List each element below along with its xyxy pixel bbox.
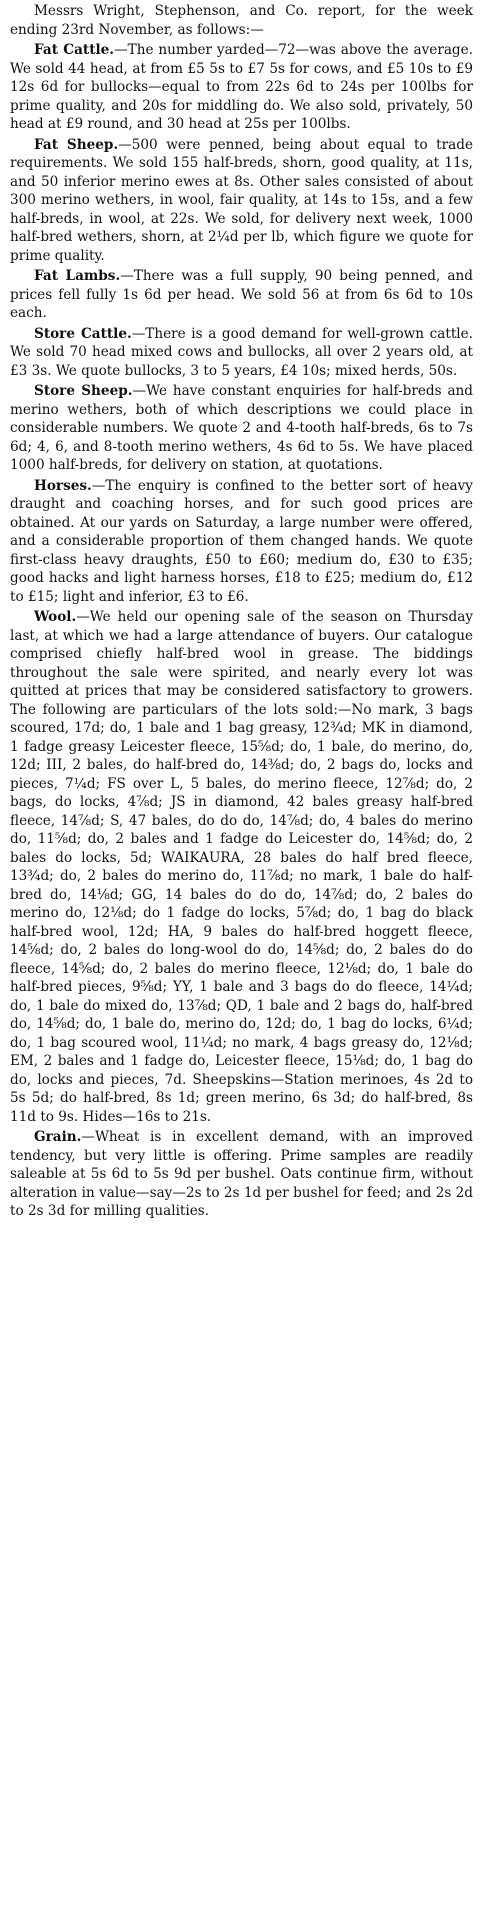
section-horses (10, 477, 473, 607)
section-fat-sheep (10, 136, 473, 266)
section-text: —Wheat is in excellent demand, with an improved tendency, but very little is offering. Prime samples are readily saleable at 5s 6d to 5s 9d per bushel. Oats continue firm, without alteration in value—say—2s to 2s 1d per bushel for feed; and 2s 2d to 2s 3d for milling qualities. (10, 1129, 473, 1219)
section-heading: Fat Cattle. (34, 42, 115, 58)
section-text: —We have constant enquiries for half-breds and merino wethers, both of which descriptions we could place in considerable numbers. We quote 2 and 4-tooth half-breds, 6s to 7s 6d; 4, 6, and 8-tooth merino wethers, 4s 6d to 5s. We have placed 1000 half-breds, for delivery on station, at quotations. (10, 383, 473, 473)
section-grain (10, 1128, 473, 1221)
section-heading: Store Cattle. (34, 325, 132, 342)
section-heading: Grain. (34, 1129, 82, 1145)
section-text: —500 were penned, being about equal to trade requirements. We sold 155 half-breds, shorn, good quality, at 11s, and 50 inferior merino ewes at 8s. Other sales consisted of about 300 merino wethers, in wool, fair quality, at 14s to 15s, and a few half-breds, in wool, at 22s. We sold, for delivery next week, 1000 half-bred wethers, shorn, at 2¼d per lb, which figure we quote for prime quality. (10, 136, 473, 264)
section-text: —We held our opening sale of the season on Thursday last, at which we had a large attendance of buyers. Our catalogue comprised chiefly half-bred wool in grease. The biddings throughout the sale were spirited, and nearly every lot was quitted at prices that may be considered satisfactory to growers. The following are particulars of the lots sold:—No mark, 3 bags scoured, 17d; do, 1 bale and 1 bag greasy, 12¾d; MK in diamond, 1 fadge greasy Leicester fleece, 15⅝d; do, 1 bale, do merino, do, 12d; III, 2 bales, do half-bred do, 14⅜d; do, 2 bags do, locks and pieces, 7¼d; FS over L, 5 bales, do merino fleece, 12⅞d; do, 2 bags, do locks, 4⅞d; JS in diamond, 42 bales greasy half-bred fleece, 14⅞d; S, 47 bales, do do do, 14⅞d; do, 4 bales do merino do, 11⅝d; do, 2 bales and 1 fadge do Leicester do, 14⅝d; do, 2 bales do locks, 5d; WAIKAURA, 28 bales do half bred fleece, 13¾d; do, 2 bales do merino do, 11⅞d; no mark, 1 bale do half-bred do, 14⅛d; GG, 14 bales do do do, 14⅞d; do, 2 bales do merino do, 12⅛d; do 1 fadge do locks, 5⅞d; do, 1 bag do black half-bred wool, 12d; HA, 9 bales do half-bred hoggett fleece, 14⅝d; do, 2 bales do long-wool do do, 14⅝d; do, 2 bales do do fleece, 14⅝d; do, 2 bales do merino fleece, 12⅛d; do, 1 bale do half-bred pieces, 9⅝d; YY, 1 bale and 3 bags do do fleece, 14¼d; do, 1 bale do mixed do, 13⅞d; QD, 1 bale and 2 bags do, half-bred do, 14⅝d; do, 1 bale do, merino do, 12d; do, 1 bag do locks, 6¼d; do, 1 bag scoured wool, 11¼d; no mark, 4 bags greasy do, 12⅛d; EM, 2 bales and 1 fadge do, Leicester fleece, 15⅛d; do, 1 bag do do, locks and pieces, 7d. Sheepskins—Station merinoes, 4s 2d to 5s 5d; do half-bred, 8s 1d; green merino, 6s 3d; do half-bred, 8s 11d to 9s. Hides—16s to 21s. (10, 609, 473, 1125)
section-heading: Fat Sheep. (34, 136, 119, 153)
section-heading: Store Sheep. (34, 383, 133, 399)
section-text: —There is a good demand for well-grown cattle. We sold 70 head mixed cows and bullocks, all over 2 years old, at £3 3s. We quote bullocks, 3 to 5 years, £4 10s; mixed herds, 50s. (10, 325, 473, 379)
section-store-cattle (10, 325, 473, 381)
section-store-sheep (10, 382, 473, 475)
section-wool (10, 608, 473, 1126)
section-text: —The enquiry is confined to the better sort of heavy draught and coaching horses, and for such good prices are obtained. At our yards on Saturday, a large number were offered, and a considerable proportion of them changed hands. We quote first-class heavy draughts, £50 to £60; medium do, £30 to £35; good hacks and light harness horses, £18 to £25; medium do, £12 to £15; light and inferior, £3 to £6. (10, 477, 473, 605)
section-heading: Fat Lambs. (34, 268, 121, 284)
section-text: —There was a full supply, 90 being penned, and prices fell fully 1s 6d per head. We sold 56 at from 6s 6d to 10s each. (10, 268, 473, 321)
section-heading: Horses. (34, 477, 92, 494)
report-intro: Messrs Wright, Stephenson, and Co. report, for the week ending 23rd November, as follows:— (10, 3, 473, 38)
section-heading: Wool. (34, 609, 77, 625)
section-fat-cattle (10, 41, 473, 134)
section-fat-lambs (10, 267, 473, 323)
section-text: —The number yarded—72—was above the average. We sold 44 head, at from £5 5s to £7 5s for cows, and £5 10s to £9 12s 6d for bullocks—equal to from 22s 6d to 24s per 100lbs for prime quality, and 20s for middling do. We also sold, privately, 50 head at £9 round, and 30 head at 25s per 100lbs. (10, 42, 473, 132)
